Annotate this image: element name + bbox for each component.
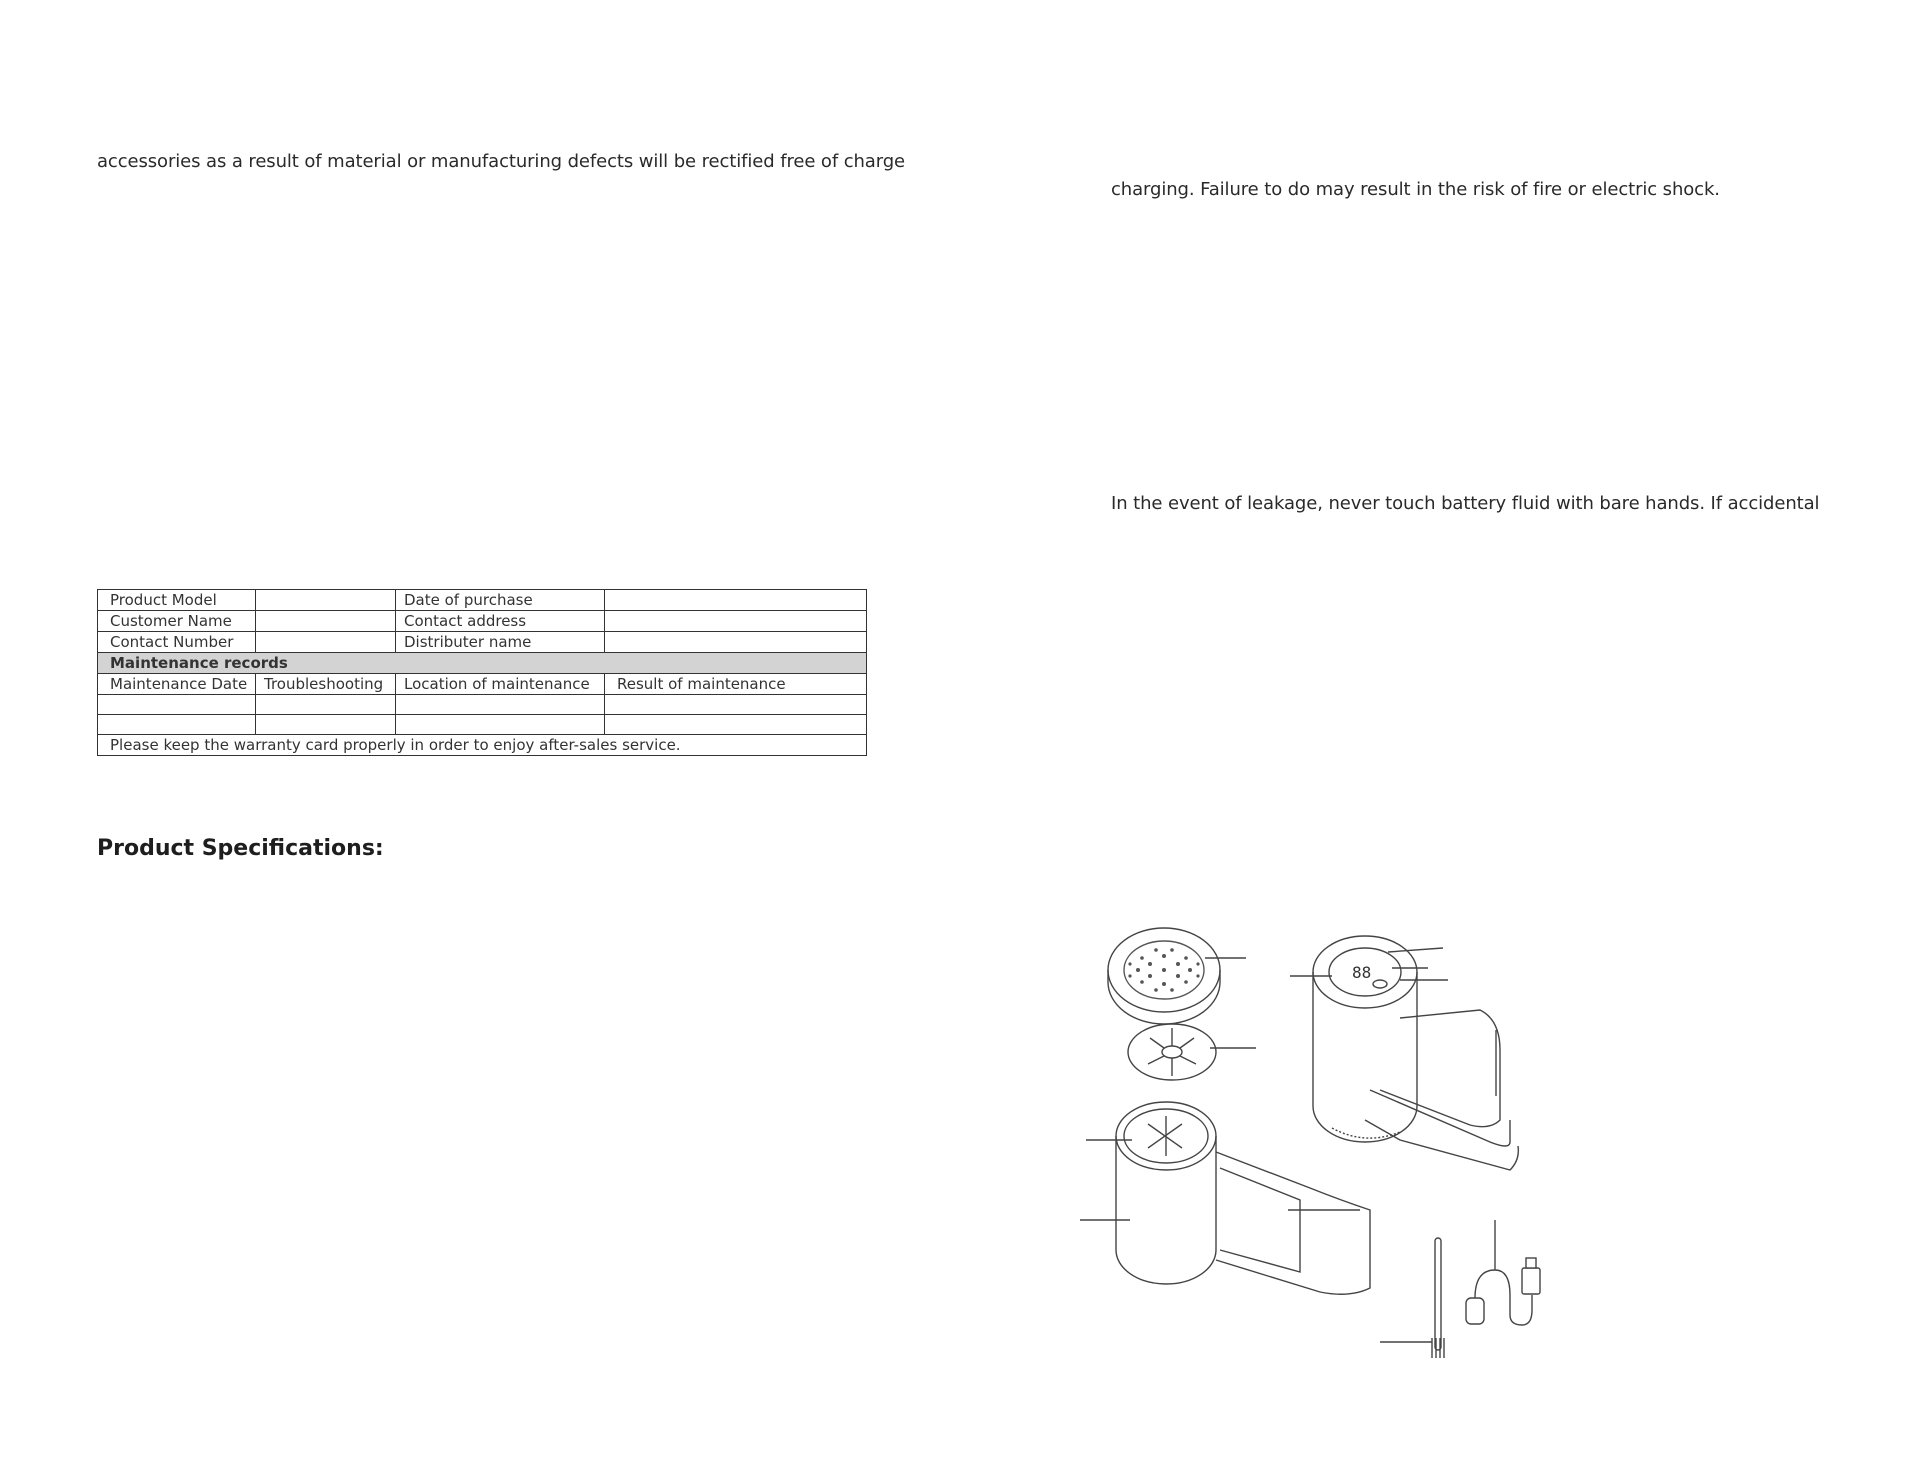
table-cell — [605, 590, 867, 611]
table-cell — [605, 695, 867, 715]
table-cell: Product Model — [98, 590, 256, 611]
table-cell — [256, 715, 396, 735]
table-header-cell: Location of maintenance — [396, 674, 605, 695]
safety-paragraph-fragment-2: In the event of leakage, never touch battery fluid with bare hands. If accidental — [1111, 493, 1820, 514]
warranty-footer-note: Please keep the warranty card properly in order to enjoy after-sales service. — [98, 735, 867, 756]
table-cell — [605, 715, 867, 735]
table-cell — [605, 632, 867, 653]
maintenance-section-title: Maintenance records — [98, 653, 867, 674]
table-cell — [98, 695, 256, 715]
usb-cable-illustration — [1466, 1220, 1540, 1325]
table-header-cell: Troubleshooting — [256, 674, 396, 695]
display-readout: 88 — [1352, 963, 1372, 982]
main-body-illustration — [1290, 936, 1518, 1170]
table-cell: Contact address — [396, 611, 605, 632]
table-cell — [256, 632, 396, 653]
product-parts-diagram — [1070, 920, 1590, 1360]
maintenance-section-row — [98, 653, 867, 674]
table-row — [98, 632, 867, 653]
table-header-cell: Maintenance Date — [98, 674, 256, 695]
product-specifications-heading: Product Specifications: — [97, 836, 384, 861]
table-cell — [605, 611, 867, 632]
table-cell: Customer Name — [98, 611, 256, 632]
table-footer-row — [98, 735, 867, 756]
mesh-cover-illustration — [1108, 928, 1246, 1024]
table-cell: Distributer name — [396, 632, 605, 653]
table-cell — [98, 715, 256, 735]
table-row — [98, 695, 867, 715]
table-cell — [256, 611, 396, 632]
blade-disc-illustration — [1128, 1024, 1256, 1080]
table-row — [98, 715, 867, 735]
table-cell — [256, 695, 396, 715]
cleaning-brush-illustration — [1380, 1238, 1444, 1358]
maintenance-header-row — [98, 674, 867, 695]
table-row — [98, 611, 867, 632]
warranty-paragraph-fragment: accessories as a result of material or manufacturing defects will be rectified free of charge — [97, 151, 906, 172]
safety-paragraph-fragment-1: charging. Failure to do may result in the risk of fire or electric shock. — [1111, 179, 1720, 200]
table-cell — [396, 695, 605, 715]
table-cell — [256, 590, 396, 611]
table-row — [98, 590, 867, 611]
table-header-cell: Result of maintenance — [605, 674, 867, 695]
table-cell: Contact Number — [98, 632, 256, 653]
table-cell — [396, 715, 605, 735]
table-cell: Date of purchase — [396, 590, 605, 611]
warranty-card-table — [97, 589, 867, 756]
